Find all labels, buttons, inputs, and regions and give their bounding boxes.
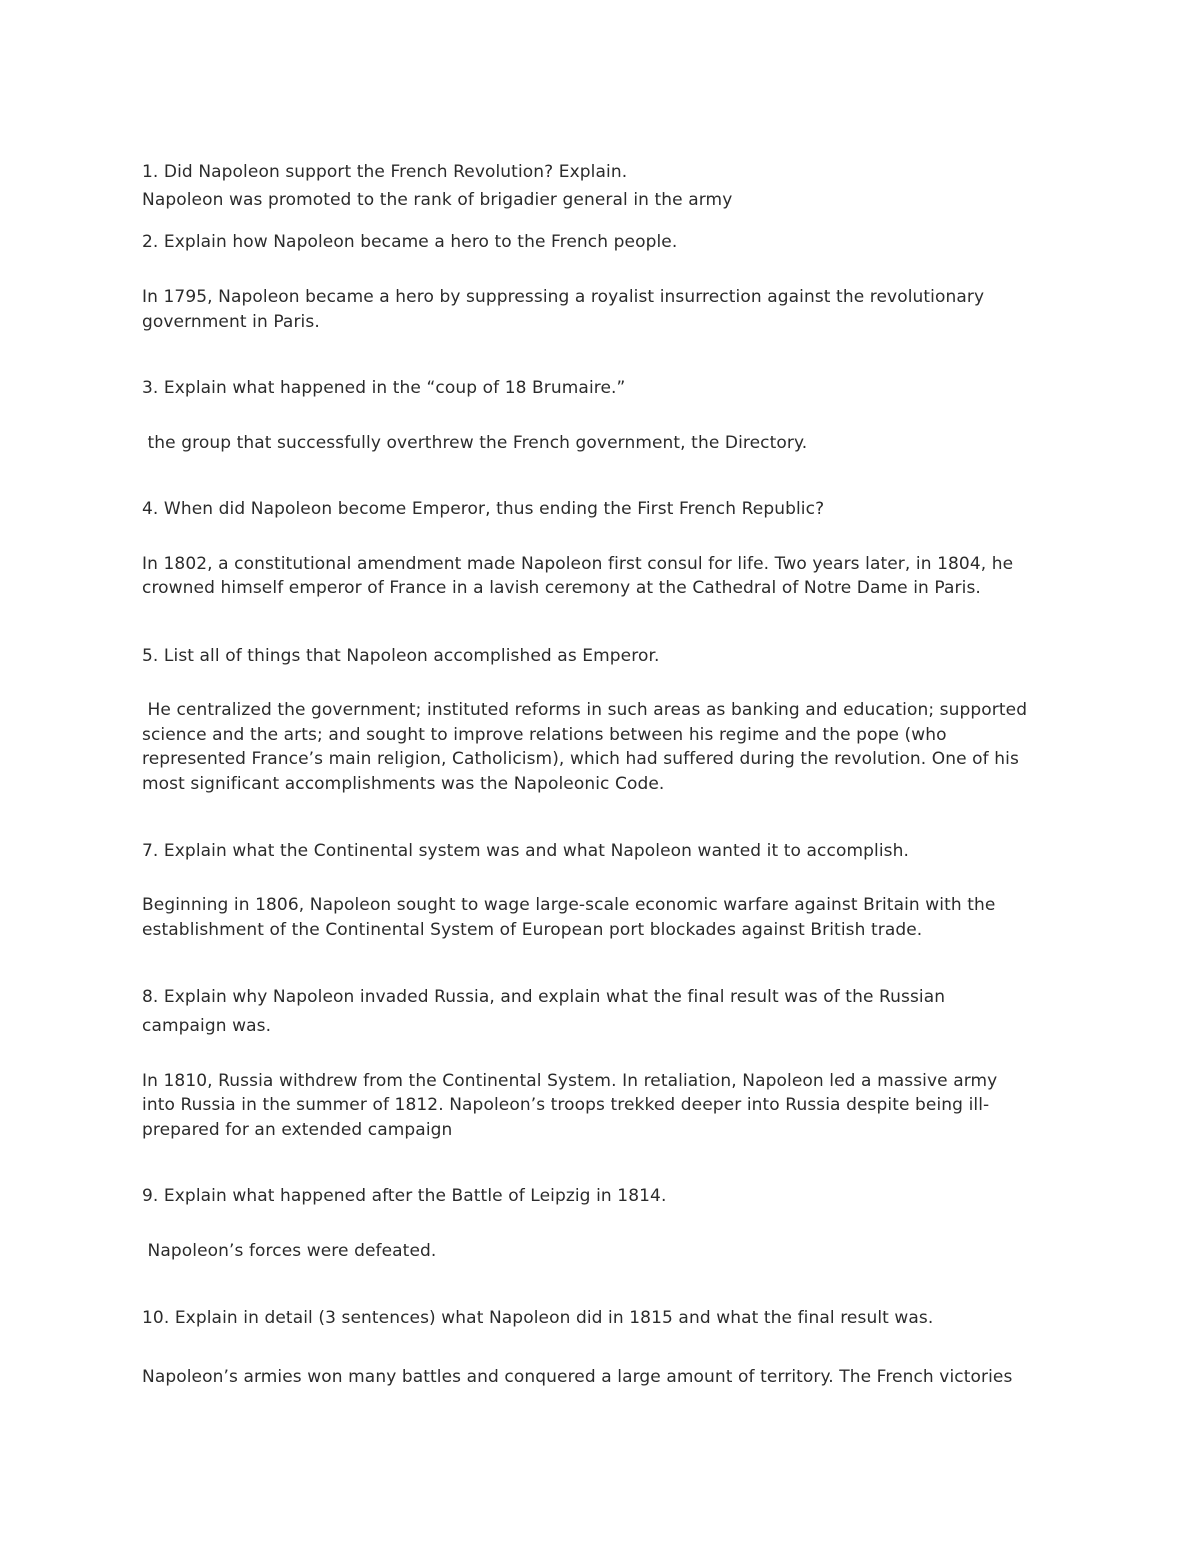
question-8-line-2: campaign was.	[142, 1016, 272, 1036]
question-10: 10. Explain in detail (3 sentences) what Napoleon did in 1815 and what the final result was.	[142, 1308, 934, 1328]
question-5: 5. List all of things that Napoleon accomplished as Emperor.	[142, 646, 660, 666]
answer-8-line-2: into Russia in the summer of 1812. Napoleon’s troops trekked deeper into Russia despite being ill-	[142, 1095, 990, 1115]
answer-7-line-2: establishment of the Continental System of European port blockades against British trade.	[142, 920, 923, 940]
answer-2-line-2: government in Paris.	[142, 312, 320, 332]
answer-8-line-3: prepared for an extended campaign	[142, 1120, 453, 1140]
answer-10-line-1: Napoleon’s armies won many battles and conquered a large amount of territory. The French victories	[142, 1367, 1013, 1387]
answer-4-line-1: In 1802, a constitutional amendment made Napoleon first consul for life. Two years later, in 1804, he	[142, 554, 1014, 574]
question-2: 2. Explain how Napoleon became a hero to the French people.	[142, 232, 678, 252]
question-4: 4. When did Napoleon become Emperor, thus ending the First French Republic?	[142, 499, 825, 519]
question-7: 7. Explain what the Continental system was and what Napoleon wanted it to accomplish.	[142, 841, 909, 861]
question-8-line-1: 8. Explain why Napoleon invaded Russia, and explain what the final result was of the Russian	[142, 987, 946, 1007]
question-1: 1. Did Napoleon support the French Revolution? Explain.	[142, 162, 628, 182]
answer-5-line-3: represented France’s main religion, Catholicism), which had suffered during the revolution. One of his	[142, 749, 1019, 769]
question-9: 9. Explain what happened after the Battle of Leipzig in 1814.	[142, 1186, 667, 1206]
answer-5-line-2: science and the arts; and sought to improve relations between his regime and the pope (who	[142, 725, 947, 745]
answer-7-line-1: Beginning in 1806, Napoleon sought to wage large-scale economic warfare against Britain with the	[142, 895, 996, 915]
answer-8-line-1: In 1810, Russia withdrew from the Continental System. In retaliation, Napoleon led a massive army	[142, 1071, 998, 1091]
question-3: 3. Explain what happened in the “coup of 18 Brumaire.”	[142, 378, 626, 398]
answer-2-line-1: In 1795, Napoleon became a hero by suppressing a royalist insurrection against the revolutionary	[142, 287, 985, 307]
answer-9: Napoleon’s forces were defeated.	[142, 1241, 437, 1261]
answer-5-line-1: He centralized the government; instituted reforms in such areas as banking and education; supported	[142, 700, 1028, 720]
answer-4-line-2: crowned himself emperor of France in a lavish ceremony at the Cathedral of Notre Dame in Paris.	[142, 578, 981, 598]
answer-1: Napoleon was promoted to the rank of brigadier general in the army	[142, 190, 733, 210]
answer-5-line-4: most significant accomplishments was the Napoleonic Code.	[142, 774, 665, 794]
answer-3: the group that successfully overthrew the French government, the Directory.	[142, 433, 808, 453]
